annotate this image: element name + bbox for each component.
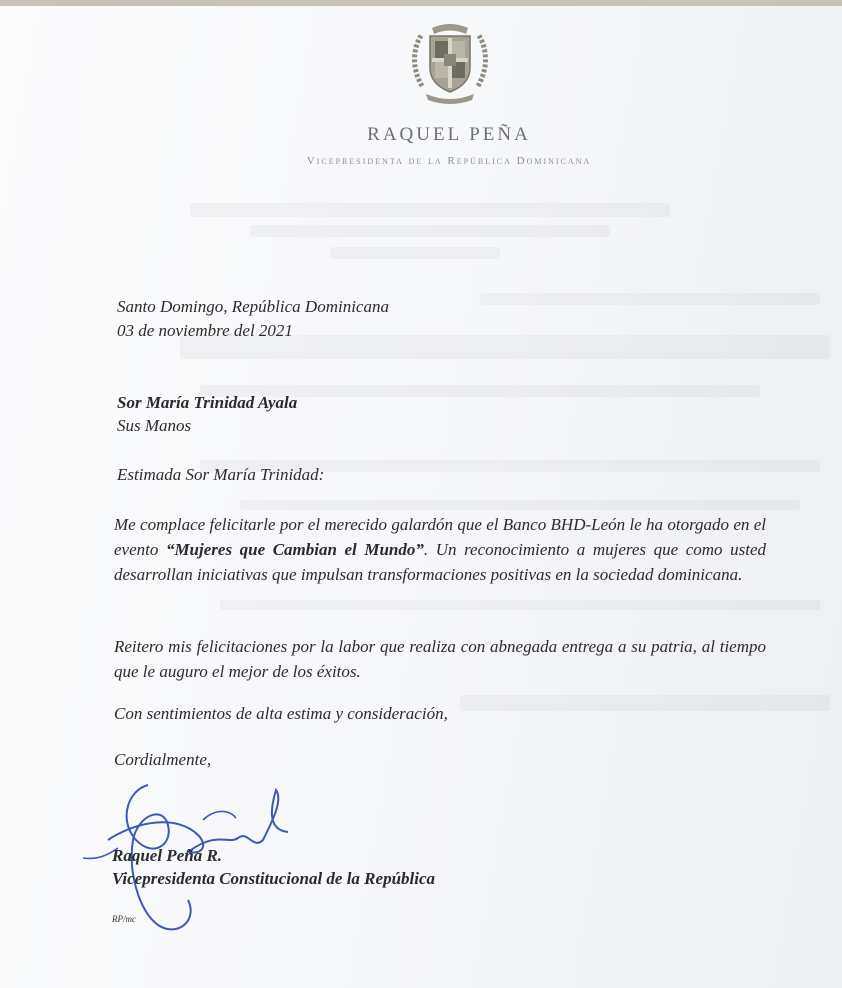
- body-paragraph-1: [114, 512, 766, 587]
- closing-line: Con sentimientos de alta estima y consideración,: [114, 704, 448, 723]
- signer-name: Raquel Peña R.: [112, 846, 223, 865]
- coat-of-arms-seal-icon: [404, 14, 496, 106]
- signoff: Cordialmente,: [114, 750, 212, 769]
- letter-date: 03 de noviembre del 2021: [117, 321, 293, 340]
- body-paragraph-1-text: Me complace felicitarle por el merecido galardón que el Banco BHD-León le ha otorgado en el evento: [114, 515, 766, 559]
- recipient-name: Sor María Trinidad Ayala: [117, 393, 298, 412]
- letter-place: Santo Domingo, República Dominicana: [117, 297, 389, 316]
- page-edge: [0, 0, 842, 6]
- letterhead-name: RAQUEL PEÑA: [367, 124, 531, 145]
- salutation: Estimada Sor María Trinidad:: [117, 465, 325, 484]
- body-paragraph-2: Reitero mis felicitaciones por la labor que realiza con abnegada entrega a su patria, al tiempo que le auguro el mejor de los éxitos.: [114, 637, 766, 681]
- body-paragraph-1-text-end: . Un reconocimiento a mujeres que como usted desarrollan iniciativas que impulsan transformaciones positivas en la sociedad dominicana.: [114, 540, 766, 584]
- reference-initials: RP/mc: [112, 914, 136, 924]
- recipient-organization: Sus Manos: [117, 416, 192, 435]
- event-name: “Mujeres que Cambian el Mundo”: [165, 540, 424, 559]
- letterhead-office: Vicepresidenta de la República Dominicana: [306, 155, 592, 167]
- signer-title: Vicepresidenta Constitucional de la República: [112, 869, 436, 888]
